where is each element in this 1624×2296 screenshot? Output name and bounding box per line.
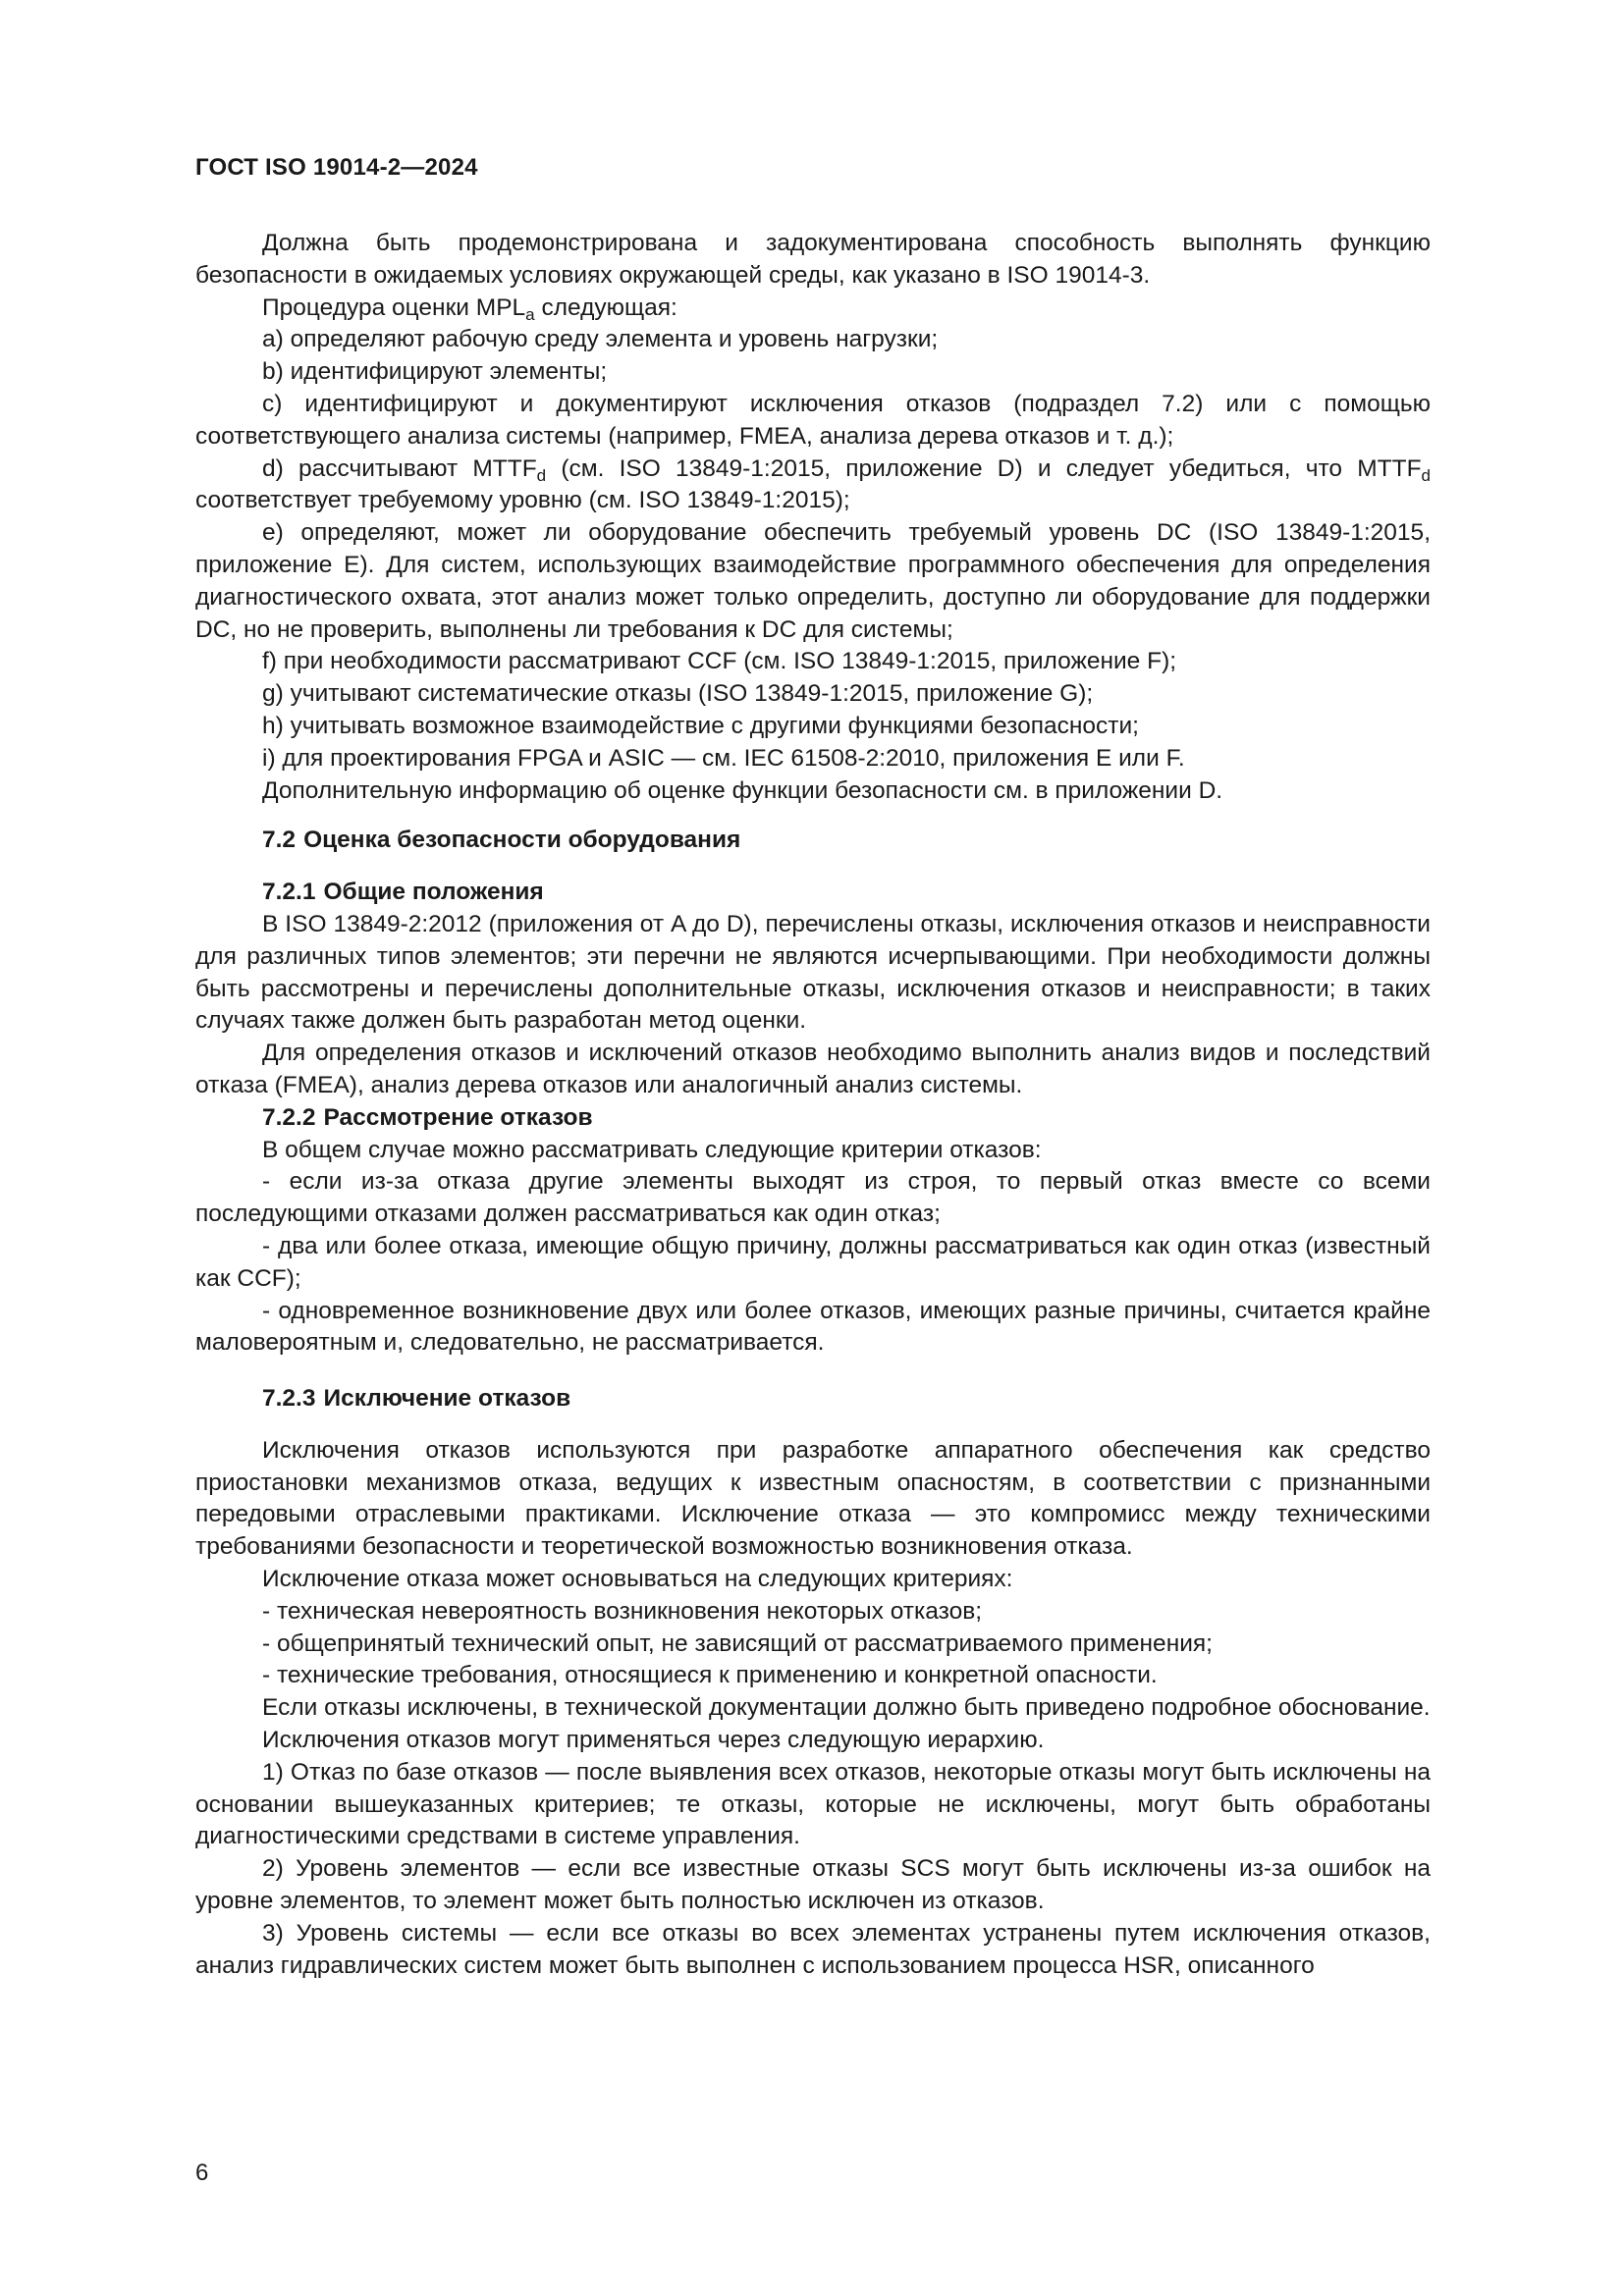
document-code-header: ГОСТ ISO 19014-2—2024: [195, 154, 478, 181]
paragraph: В общем случае можно рассматривать следующие критерии отказов:: [262, 1136, 1042, 1163]
paragraph: Если отказы исключены, в технической документации должно быть приведено подробное обоснование.: [262, 1694, 1431, 1722]
section-heading-7-2: 7.2 Оценка безопасности оборудования: [262, 827, 741, 854]
page-number: 6: [195, 2160, 209, 2186]
section-heading-7-2-2: 7.2.2 Рассмотрение отказов: [262, 1103, 593, 1131]
paragraph: Исключения отказов могут применяться через следующую иерархию.: [262, 1727, 1045, 1754]
list-item-f: f) при необходимости рассматривают CCF (см. ISO 13849-1:2015, приложение F);: [262, 648, 1177, 675]
paragraph: Для определения отказов и исключений отказов необходимо выполнить анализ видов и последствий отказа (FMEA), анализ дерева отказов или аналогичный анализ системы.: [195, 1040, 1431, 1098]
paragraph: В ISO 13849-2:2012 (приложения от A до D), перечислены отказы, исключения отказов и неисправности для различных типов элементов; эти перечни не являются исчерпывающими. При необходимости должны быть рассмотрены и перечислены дополнительные отказы, исключения отказов и неисправности; в таких случаях также должен быть разработан метод оценки.: [195, 910, 1431, 1035]
list-item-h: h) учитывать возможное взаимодействие с другими функциями безопасности;: [262, 712, 1139, 739]
numbered-item-3: 3) Уровень системы — если все отказы во всех элементах устранены путем исключения отказов, анализ гидравлических систем может быть выполнен с использованием процесса HSR, описанного: [195, 1919, 1431, 1979]
list-item-c: c) идентифицируют и документируют исключения отказов (подраздел 7.2) или с помощью соответствующего анализа системы (например, FMEA, анализа дерева отказов и т. д.);: [195, 390, 1431, 450]
numbered-item-2: 2) Уровень элементов — если все известные отказы SCS могут быть исключены из-за ошибок на уровне элементов, то элемент может быть полностью исключен из отказов.: [195, 1855, 1431, 1915]
list-item-i: i) для проектирования FPGA и ASIC — см. IEC 61508-2:2010, приложения E или F.: [262, 744, 1185, 772]
bullet-item: - технические требования, относящиеся к применению и конкретной опасности.: [262, 1662, 1158, 1689]
bullet-item: - общепринятый технический опыт, не зависящий от рассматриваемого применения;: [262, 1629, 1213, 1657]
page-body: [195, 228, 1431, 1982]
bullet-item: - два или более отказа, имеющие общую причину, должны рассматриваться как один отказ (известный как CCF);: [195, 1232, 1431, 1292]
paragraph: Дополнительную информацию об оценке функции безопасности см. в приложении D.: [262, 776, 1223, 804]
bullet-item: - одновременное возникновение двух или более отказов, имеющих разные причины, считается крайне маловероятным и, следовательно, не рассматривается.: [195, 1297, 1431, 1357]
paragraph: Исключения отказов используются при разработке аппаратного обеспечения как средство приостановки механизмов отказа, ведущих к известным опасностям, в соответствии с признанными передовыми отраслевыми практиками. Исключение отказа — это компромисс между техническими требованиями безопасности и теоретической возможностью возникновения отказа.: [195, 1436, 1431, 1561]
list-item-b: b) идентифицируют элементы;: [262, 358, 608, 386]
paragraph: Должна быть продемонстрирована и задокументирована способность выполнять функцию безопасности в ожидаемых условиях окружающей среды, как указано в ISO 19014-3.: [195, 230, 1431, 289]
list-item-d: d) рассчитывают $MTTF_d$ (см. ISO 13849-1:2015, приложение D) и следует убедиться, что $MTTF_d$ соответствует требуемому уровню (см. ISO 13849-1:2015);: [195, 454, 1431, 514]
paragraph: Исключение отказа может основываться на следующих критериях:: [262, 1566, 1013, 1593]
list-item-g: g) учитывают систематические отказы (ISO 13849-1:2015, приложение G);: [262, 680, 1094, 708]
list-item-a: a) определяют рабочую среду элемента и уровень нагрузки;: [262, 326, 939, 353]
numbered-item-1: 1) Отказ по базе отказов — после выявления всех отказов, некоторые отказы могут быть исключены на основании вышеуказанных критериев; те отказы, которые не исключены, могут быть обработаны диагностическими средствами в системе управления.: [195, 1758, 1431, 1850]
bullet-item: - если из-за отказа другие элементы выходят из строя, то первый отказ вместе со всеми последующими отказами должен рассматриваться как один отказ;: [195, 1168, 1431, 1228]
list-item-e: e) определяют, может ли оборудование обеспечить требуемый уровень DC (ISO 13849-1:2015, приложение E). Для систем, использующих взаимодействие программного обеспечения для определения диагностического охвата, этот анализ может только определить, доступно ли оборудование для поддержки DC, но не проверить, выполнены ли требования к DC для системы;: [195, 519, 1431, 643]
section-heading-7-2-3: 7.2.3 Исключение отказов: [262, 1385, 571, 1413]
paragraph-mpl-procedure: Процедура оценки $MPL_a$ следующая:: [262, 294, 677, 324]
bullet-item: - техническая невероятность возникновения некоторых отказов;: [262, 1597, 983, 1625]
section-heading-7-2-1: 7.2.1 Общие положения: [262, 879, 544, 906]
